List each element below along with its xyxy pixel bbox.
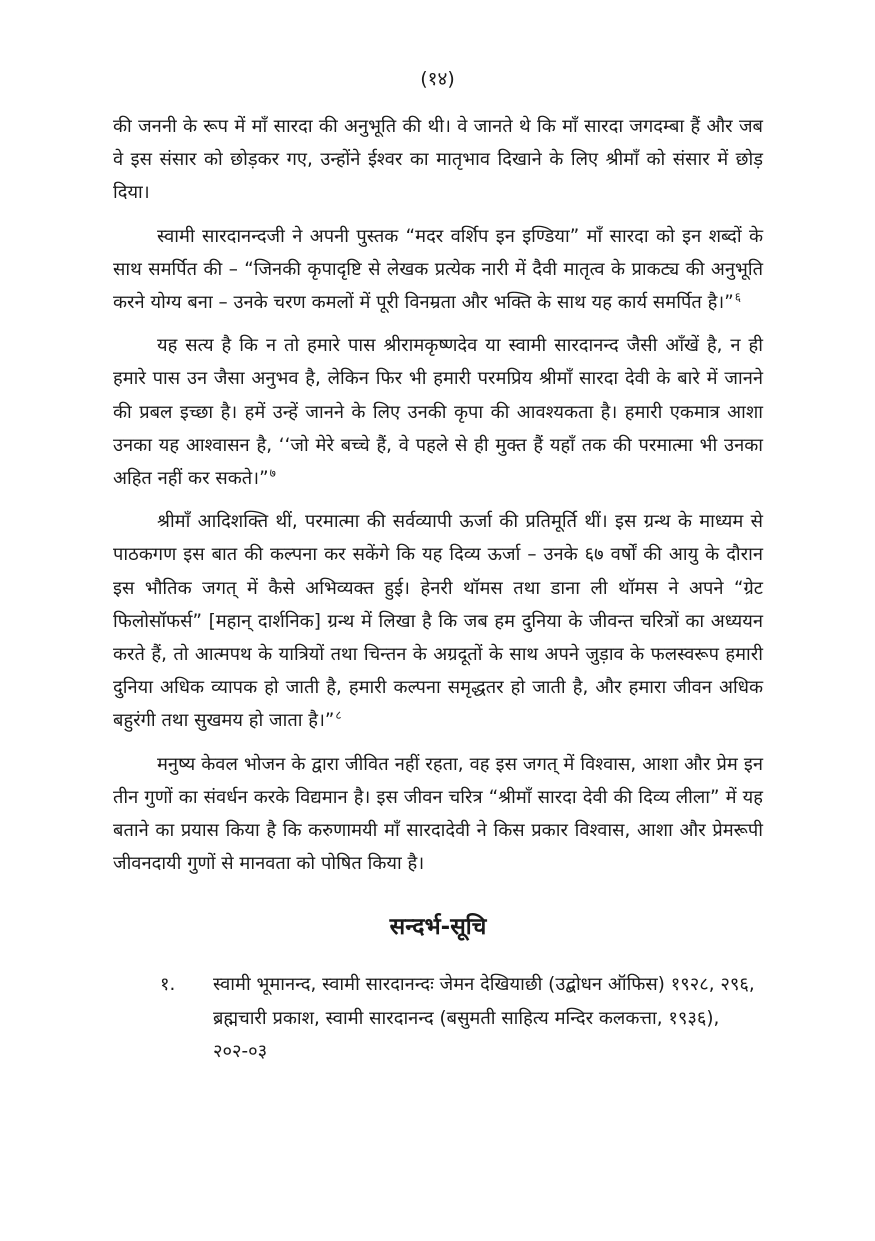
reference-text: स्वामी भूमानन्द, स्वामी सारदानन्दः जेमन देखियाछी (उद्बोधन ऑफिस) १९२८, २९६, ब्रह्मचारी प्रकाश, स्वामी सारदानन्द (बसुमती साहित्य मन्दिर कलकत्ता, १९३६), २०२-०३: [213, 974, 755, 1062]
paragraph-text: की जननी के रूप में माँ सारदा की अनुभूति की थी। वे जानते थे कि माँ सारदा जगदम्बा हैं और जब वे इस संसार को छोड़कर गए, उन्होंने ईश्वर का मातृभाव दिखाने के लिए श्रीमाँ को संसार में छोड़ दिया।: [113, 116, 763, 204]
paragraph-text: मनुष्य केवल भोजन के द्वारा जीवित नहीं रहता, वह इस जगत् में विश्वास, आशा और प्रेम इन तीन गुणों का संवर्धन करके विद्यमान है। इस जीवन चरित्र “श्रीमाँ सारदा देवी की दिव्य लीला” में यह बताने का प्रयास किया है कि करुणामयी माँ सारदादेवी ने किस प्रकार विश्वास, आशा और प्रेमरूपी जीवनदायी गुणों से मानवता को पोषित किया है।: [113, 753, 763, 875]
paragraph-adishakti: [113, 505, 763, 737]
references-list: [113, 968, 763, 1068]
reference-number: १.: [160, 974, 176, 996]
paragraph-continuation: [113, 110, 763, 210]
paragraph-text: श्रीमाँ आदिशक्ति थीं, परमात्मा की सर्वव्यापी ऊर्जा की प्रतिमूर्ति थीं। इस ग्रन्थ के माध्यम से पाठकगण इस बात की कल्पना कर सकेंगे कि यह दिव्य ऊर्जा – उनके ६७ वर्षों की आयु के दौरान इस भौतिक जगत् में कैसे अभिव्यक्त हुई। हेनरी थॉमस तथा डाना ली थॉमस ने अपने “ग्रेट फिलोसॉफर्स” [महान् दार्शनिक] ग्रन्थ में लिखा है कि जब हम दुनिया के जीवन्त चरित्रों का अध्ययन करते हैं, तो आत्मपथ के यात्रियों तथा चिन्तन के अग्रदूतों के साथ अपने जुड़ाव के फलस्वरूप हमारी दुनिया अधिक व्यापक हो जाती है, हमारी कल्पना समृद्धतर हो जाती है, और हमारा जीवन अधिक बहुरंगी तथा सुखमय हो जाता है।”: [113, 511, 763, 732]
footnote-ref-8[interactable]: ८: [335, 708, 342, 723]
paragraph-conclusion: [113, 748, 763, 881]
reference-item: [113, 968, 763, 1068]
footnote-ref-6[interactable]: ६: [734, 289, 741, 304]
page-number: (१४): [420, 68, 455, 90]
paragraph-dedication: [113, 220, 763, 320]
paragraph-text: यह सत्य है कि न तो हमारे पास श्रीरामकृष्णदेव या स्वामी सारदानन्द जैसी आँखें है, न ही हमारे पास उन जैसा अनुभव है, लेकिन फिर भी हमारी परमप्रिय श्रीमाँ सारदा देवी के बारे में जानने की प्रबल इच्छा है। हमें उन्हें जानने के लिए उनकी कृपा की आवश्यकता है। हमारी एकमात्र आशा उनका यह आश्वासन है, ‘‘जो मेरे बच्चे हैं, वे पहले से ही मुक्त हैं यहाँ तक की परमात्मा भी उनका अहित नहीं कर सकते।”: [113, 335, 763, 490]
footnote-ref-7[interactable]: ७: [269, 465, 276, 480]
paragraph-assurance: [113, 329, 763, 495]
paragraph-text: स्वामी सारदानन्दजी ने अपनी पुस्तक “मदर वर्शिप इन इण्डिया” माँ सारदा को इन शब्दों के साथ समर्पित की – “जिनकी कृपादृष्टि से लेखक प्रत्येक नारी में दैवी मातृत्व के प्राकट्य की अनुभूति करने योग्य बना – उनके चरण कमलों में पूरी विनम्रता और भक्ति के साथ यह कार्य समर्पित है।”: [113, 225, 763, 314]
references-heading: सन्दर्भ-सूचि: [389, 914, 487, 941]
page-body: [113, 110, 763, 1068]
